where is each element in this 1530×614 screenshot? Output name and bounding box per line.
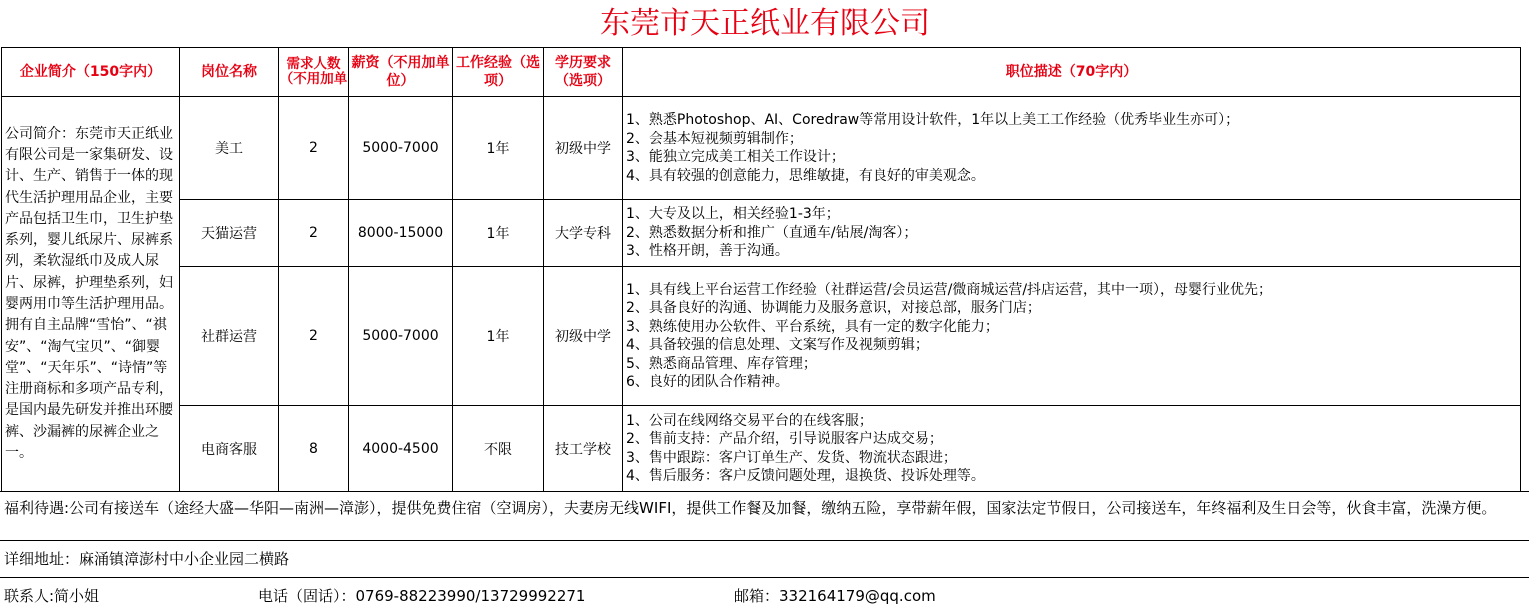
job-education: 初级中学 — [544, 97, 623, 200]
desc-line: 1、公司在线网络交易平台的在线客服； — [626, 412, 873, 429]
desc-line: 4、具备较强的信息处理、文案写作及视频剪辑； — [626, 337, 929, 353]
job-description — [623, 406, 1521, 492]
job-row — [2, 406, 1521, 492]
job-description — [623, 200, 1521, 267]
job-position: 电商客服 — [180, 406, 279, 492]
job-count: 2 — [279, 267, 349, 406]
contact-phone: 电话（固话）：0769-88223990/13729992271 — [258, 587, 586, 605]
job-position: 天猫运营 — [180, 200, 279, 267]
header-experience: 工作经验（选项） — [453, 48, 544, 97]
contact-person: 联系人:简小姐 — [4, 587, 100, 605]
contact-email: 邮箱：332164179@qq.com — [734, 587, 936, 605]
job-position: 美工 — [180, 97, 279, 200]
desc-line: 3、售中跟踪：客户订单生产、发货、物流状态跟进； — [626, 449, 957, 466]
desc-line: 2、售前支持：产品介绍，引导说服客户达成交易； — [626, 431, 943, 447]
desc-line: 3、熟练使用办公软件、平台系统，具有一定的数字化能力； — [626, 318, 999, 335]
header-education: 学历要求（选项） — [544, 48, 623, 97]
header-intro: 企业简介（150字内） — [2, 48, 180, 97]
address-text: 详细地址：麻涌镇漳澎村中小企业园二横路 — [0, 540, 1529, 577]
contact-bar — [0, 577, 1529, 613]
company-intro: 公司简介：东莞市天正纸业有限公司是一家集研发、设计、生产、销售于一体的现代生活护理用品企业，主要产品包括卫生巾，卫生护垫系列，婴儿纸尿片、尿裤系列，柔软湿纸巾及成人尿片、尿裤，护理垫系列，妇婴两用巾等生活护理用品。拥有自主品牌“雪怡”、“祺安”、“淘气宝贝”、“御婴堂”、“天年乐”、“诗情”等注册商标和多项产品专利，是国内最先研发并推出环腰裤、沙漏裤的尿裤企业之一。 — [2, 97, 180, 492]
job-count: 2 — [279, 200, 349, 267]
header-description: 职位描述（70字内） — [623, 48, 1521, 97]
company-title: 东莞市天正纸业有限公司 — [600, 6, 930, 41]
job-salary: 4000-4500 — [349, 406, 453, 492]
job-table — [1, 47, 1521, 492]
job-salary: 5000-7000 — [349, 267, 453, 406]
desc-line: 3、能独立完成美工相关工作设计； — [626, 149, 845, 165]
job-education: 技工学校 — [544, 406, 623, 492]
desc-line: 4、售后服务：客户反馈问题处理，退换货、投诉处理等。 — [626, 468, 985, 484]
desc-line: 1、大专及以上，相关经验1-3年； — [626, 206, 840, 223]
job-description — [623, 267, 1521, 406]
header-salary: 薪资（不用加单位） — [349, 48, 453, 97]
job-experience: 1年 — [453, 200, 544, 267]
desc-line: 1、具有线上平台运营工作经验（社群运营/会员运营/微商城运营/抖店运营，其中一项），母婴行业优先； — [626, 281, 1273, 298]
job-row — [2, 97, 1521, 200]
job-salary: 8000-15000 — [349, 200, 453, 267]
job-row — [2, 200, 1521, 267]
desc-line: 3、性格开朗，善于沟通。 — [626, 243, 789, 260]
header-row — [2, 48, 1521, 97]
job-education: 初级中学 — [544, 267, 623, 406]
job-salary: 5000-7000 — [349, 97, 453, 200]
desc-line: 2、熟悉数据分析和推广（直通车/钻展/淘客）； — [626, 224, 918, 241]
desc-line: 1、熟悉Photoshop、AI、Coredraw等常用设计软件，1年以上美工工作经验（优秀毕业生亦可）； — [626, 112, 1240, 128]
header-count: 需求人数（不用加单 — [279, 48, 349, 97]
desc-line: 6、良好的团队合作精神。 — [626, 374, 789, 390]
job-experience: 1年 — [453, 267, 544, 406]
desc-line: 4、具有较强的创意能力，思维敏捷，有良好的审美观念。 — [626, 167, 985, 184]
job-description — [623, 97, 1521, 200]
job-education: 大学专科 — [544, 200, 623, 267]
desc-line: 2、具备良好的沟通、协调能力及服务意识，对接总部，服务门店； — [626, 300, 1041, 316]
benefits-text: 福利待遇:公司有接送车（途经大盛—华阳—南洲—漳澎），提供免费住宿（空调房），夫妻房无线WIFI，提供工作餐及加餐，缴纳五险，享带薪年假，国家法定节假日，公司接送车，年终福利及生日会等，伙食丰富，洗澡方便。 — [0, 491, 1529, 540]
job-count: 8 — [279, 406, 349, 492]
desc-line: 5、熟悉商品管理、库存管理； — [626, 355, 817, 372]
desc-line: 2、会基本短视频剪辑制作； — [626, 130, 803, 147]
job-position: 社群运营 — [180, 267, 279, 406]
job-count: 2 — [279, 97, 349, 200]
job-experience: 不限 — [453, 406, 544, 492]
header-position: 岗位名称 — [180, 48, 279, 97]
job-row — [2, 267, 1521, 406]
job-experience: 1年 — [453, 97, 544, 200]
